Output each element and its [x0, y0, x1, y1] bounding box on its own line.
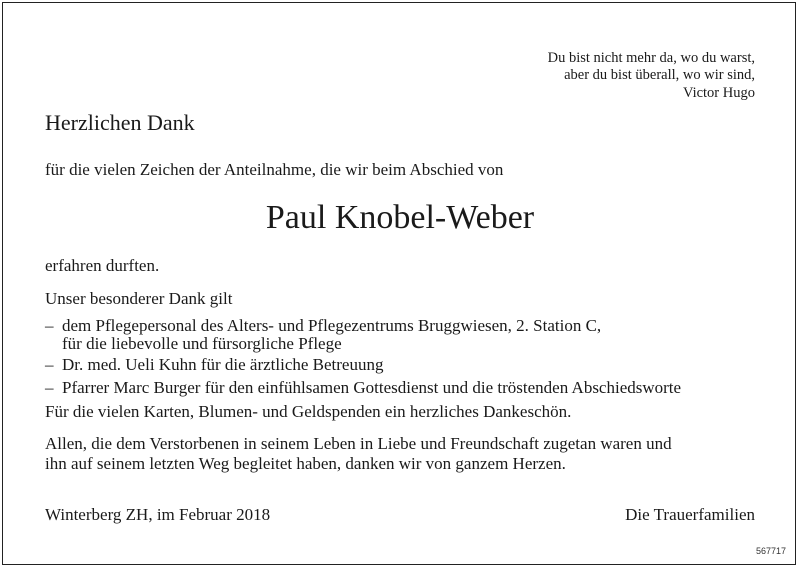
dash: – — [45, 355, 54, 374]
quote-line-2: aber du bist überall, wo wir sind, — [564, 67, 755, 83]
thanks-intro: Unser besonderer Dank gilt — [45, 289, 233, 308]
closing-line-2: ihn auf seinem letzten Weg begleitet haben, danken wir von ganzem Herzen. — [45, 454, 566, 473]
signature: Die Trauerfamilien — [625, 505, 755, 524]
closing-line-1: Allen, die dem Verstorbenen in seinem Leben in Liebe und Freundschaft zugetan waren und — [45, 434, 672, 453]
thanks-item-line: Dr. med. Ueli Kuhn für die ärztliche Betreuung — [62, 355, 384, 374]
deceased-name: Paul Knobel-Weber — [265, 199, 535, 236]
experienced-text: erfahren durften. — [45, 256, 160, 275]
dash: – — [45, 316, 54, 335]
place-date: Winterberg ZH, im Februar 2018 — [45, 505, 271, 524]
quote-author: Victor Hugo — [682, 85, 755, 101]
thanks-item-line: Pfarrer Marc Burger für den einfühlsamen Gottesdienst und die tröstenden Abschiedsworte — [62, 378, 682, 397]
donations-text: Für die vielen Karten, Blumen- und Geldspenden ein herzliches Dankeschön. — [45, 402, 572, 421]
thanks-item-line: für die liebevolle und fürsorgliche Pflege — [62, 334, 342, 353]
thanks-item-line: dem Pflegepersonal des Alters- und Pflegezentrums Bruggwiesen, 2. Station C, — [62, 316, 602, 335]
reference-number: 567717 — [755, 546, 786, 556]
intro-text: für die vielen Zeichen der Anteilnahme, die wir beim Abschied von — [45, 160, 504, 179]
notice-border — [2, 2, 796, 565]
dash: – — [45, 378, 54, 397]
quote-line-1: Du bist nicht mehr da, wo du warst, — [547, 50, 755, 66]
heading: Herzlichen Dank — [45, 110, 195, 135]
